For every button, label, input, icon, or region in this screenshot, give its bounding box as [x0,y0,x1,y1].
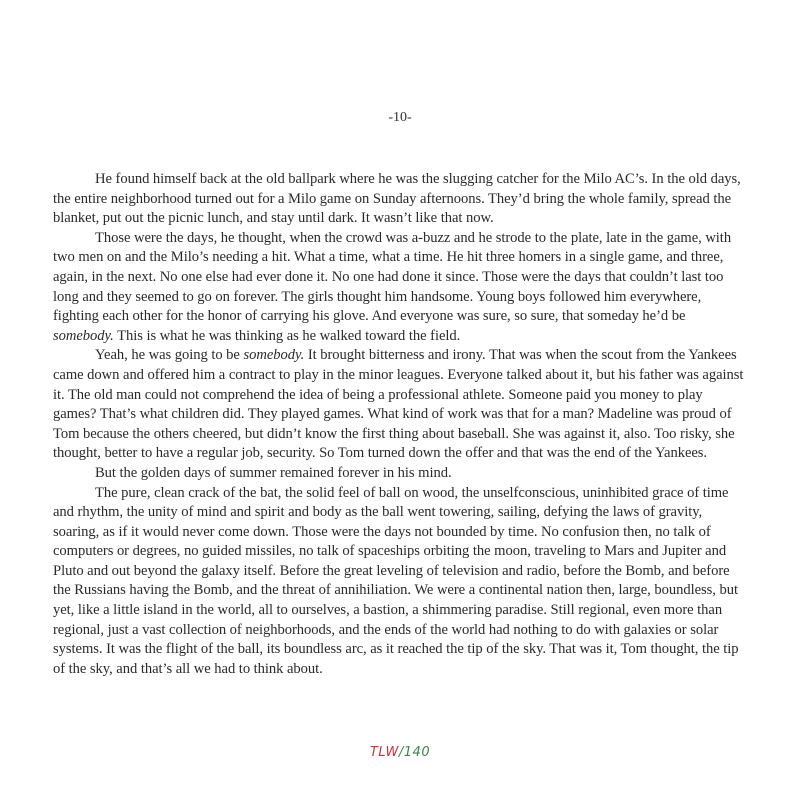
paragraph-text: He found himself back at the old ballpark where he was the slugging catcher for the Milo AC’s. In the old days, the entire neighborhood turned out for a Milo game on Sunday afternoons. They’d bring the whole family, spread the blanket, put out the picnic lunch, and stay until dark. It wasn’t like that now. [53,171,741,227]
footer-folio [0,745,800,760]
footer-page-number: 140 [403,745,431,760]
paragraph-text: It brought bitterness and irony. That was when the scout from the Yankees came down and offered him a contract to play in the minor leagues. Everyone talked about it, but his father was against it. The old man could not comprehend the idea of being a professional athlete. Someone paid you money to play games? That’s what children did. They played games. What kind of work was that for a man? Madeline was proud of Tom because the others cheered, but didn’t know the first thing about baseball. She was against it, also. Too risky, she thought, better to have a regular job, security. So Tom turned down the offer and that was the end of the Yankees. [53,347,744,462]
paragraph-text: The pure, clean crack of the bat, the solid feel of ball on wood, the unselfconscious, uninhibited grace of time and rhythm, the unity of mind and spirit and body as the ball went towering, sailing, defying the laws of gravity, soaring, as if it would never come down. Those were the days not bounded by time. No confusion then, no talk of computers or degrees, no guided missiles, no talk of spaceships orbiting the moon, traveling to Mars and Jupiter and Pluto and out beyond the galaxy itself. Before the great leveling of television and radio, before the Bomb, and before the Russians having the Bomb, and the threat of annihiliation. We were a continental nation then, large, boundless, but yet, like a little island in the world, all to ourselves, a bastion, a shimmering paradise. Still regional, even more than regional, just a vast collection of neighborhoods, and the ends of the world had nothing to do with galaxies or solar systems. It was the flight of the ball, its boundless arc, as it reached the tip of the sky. That was it, Tom thought, the tip of the sky, and that’s all we had to think about. [53,484,739,677]
footer-prefix: TLW [369,745,399,760]
italic-text: somebody. [53,327,114,344]
paragraph-text: Those were the days, he thought, when the crowd was a-buzz and he strode to the plate, late in the game, with two men on and the Milo’s needing a hit. What a time, what a time. He hit three homers in a single game, and three, again, in the next. No one else had ever done it. No one had done it since. Those were the days that couldn’t last too long and they seemed to go on forever. The girls thought him handsome. Young boys followed him everywhere, fighting each other for the honor of carrying his glove. And everyone was sure, so sure, that someday he’d be [53,229,732,325]
paragraph [53,170,747,229]
footer-separator: / [398,745,404,760]
paragraph-text: This is what he was thinking as he walked toward the field. [113,327,461,344]
paragraph-text: But the golden days of summer remained forever in his mind. [95,464,452,481]
body-text [53,170,747,679]
paragraph [53,464,747,484]
paragraph-text: Yeah, he was going to be [95,347,244,364]
paragraph [53,346,747,464]
italic-text: somebody. [243,347,305,364]
page-number: -10- [388,110,412,125]
paragraph [53,229,747,347]
paragraph [53,484,747,680]
